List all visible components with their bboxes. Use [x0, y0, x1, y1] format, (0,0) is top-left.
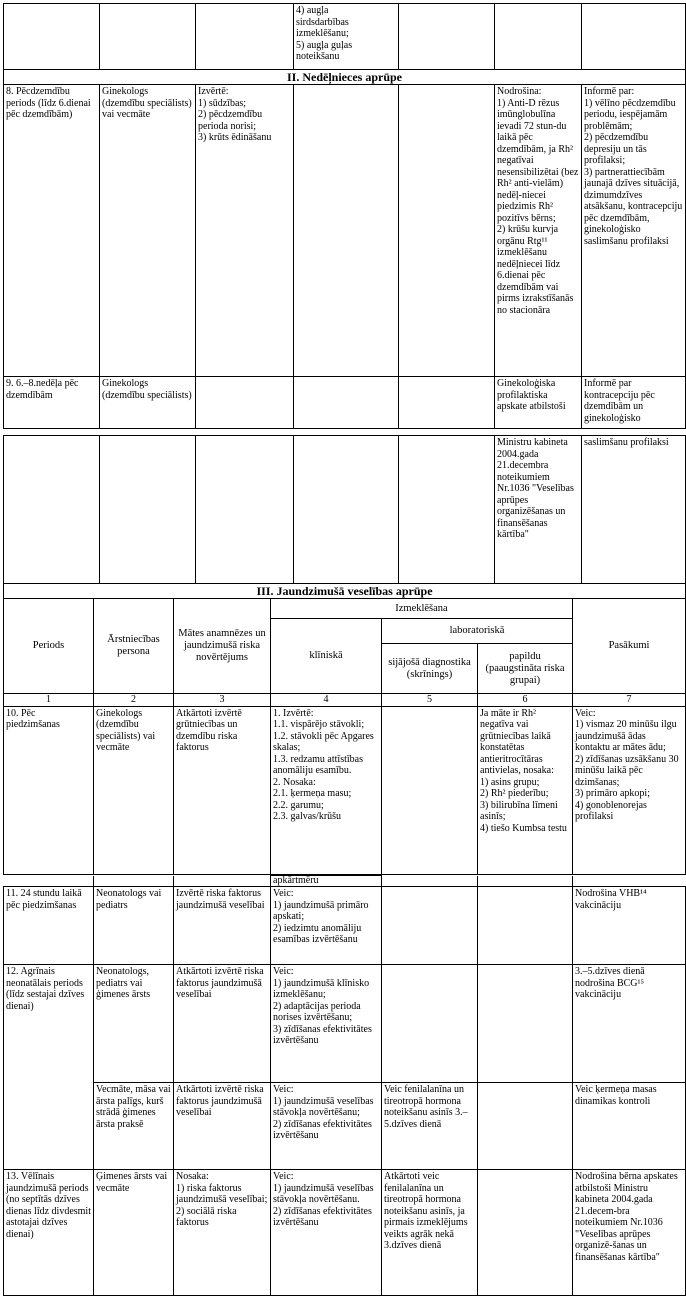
measures-cell: Nodrošina bērna apskates atbilstoši Ministru kabineta 2004.gada 21.decem-bra noteikumiem Nr.1036 "Veselības aprūpes organizē-šanas un finansēšanas kārtība"	[573, 1170, 686, 1296]
col-number: 1	[4, 694, 94, 707]
clinical-cell: Veic: 1) jaundzimušā klīnisko izmeklēšanu; 2) adaptācijas perioda norises izvērtēšanu; 3) zīdīšanas efektivitātes izvērtēšanu	[271, 965, 382, 1083]
measures-cell: 3.–5.dzīves dienā nodrošina BCG¹⁵ vakcināciju	[573, 965, 686, 1083]
header-person: Ārstniecības persona	[94, 599, 174, 694]
person-cell: Neonatologs vai pediatrs	[94, 887, 174, 965]
section-header-row	[4, 584, 686, 599]
table-row	[4, 876, 686, 887]
clinical-cell: 1. Izvērtē: 1.1. vispārējo stāvokli; 1.2. stāvokli pēc Apgares skalas; 1.3. redzamu attīstības anomāliju esamību. 2. Nosaka: 2.1. ķermeņa masu; 2.2. garumu; 2.3. galvas/krūšu	[271, 706, 382, 874]
clinical-cell: Veic: 1) jaundzimušā primāro apskati; 2) iedzimtu anomāliju esamības izvērtēšanu	[271, 887, 382, 965]
period-cell: 12. Agrīnais neonatālais periods (līdz sestajai dzīves dienai)	[4, 965, 94, 1170]
col-number: 5	[382, 694, 478, 707]
assessment-cell: Izvērtē: 1) sūdzības; 2) pēcdzemdību perioda norisi; 3) krūts ēdināšanu	[196, 85, 294, 377]
person-cell: Ginekologs (dzemdību speciālists) vai vecmāte	[100, 85, 196, 377]
anamnesis-cell: Izvērtē riska faktorus jaundzimušā veselībai	[174, 887, 271, 965]
header-measures: Pasākumi	[573, 599, 686, 694]
person-cell: Vecmāte, māsa vai ārsta palīgs, kurš strādā ģimenes ārsta praksē	[94, 1083, 174, 1170]
ensure-cell: Ginekoloģiska profilaktiska apskate atbilstoši	[495, 377, 582, 429]
col-number: 7	[573, 694, 686, 707]
clinical-cell: Veic: 1) jaundzimušā veselības stāvokļa novērtēšanu. 2) zīdīšanas efektivitātes izvērtēšanu	[271, 1170, 382, 1296]
inform-cell: Informē par: 1) vēlīno pēcdzemdību periodu, iespējamām problēmām; 2) pēcdzemdību depresiju un tās profilaksi; 3) partnerattiecībām jaunajā dzīves situācijā, dzimumdzīves atsākšanu, kontracepciju pēc dzemdībām, ginekoloģisko saslimšanu profilaksi	[582, 85, 686, 377]
period-cell: 11. 24 stundu laikā pēc piedzimšanas	[4, 887, 94, 965]
table-row	[4, 436, 686, 584]
table-row	[4, 1170, 686, 1296]
person-cell: Neonatologs, pediatrs vai ģimenes ārsts	[94, 965, 174, 1083]
measures-cell: Veic: 1) vismaz 20 minūšu ilgu jaundzimušā ādas kontaktu ar mātes ādu; 2) zīdīšanas uzsākšanu 30 minūšu laikā pēc dzimšanas; 3) primāro apkopi; 4) gonoblenorejas profilaksi	[573, 706, 686, 874]
anamnesis-cell: Atkārtoti izvērtē grūtniecības un dzemdību riska faktorus	[174, 706, 271, 874]
table-row	[4, 85, 686, 377]
measures-cell: Veic ķermeņa masas dinamikas kontroli	[573, 1083, 686, 1170]
fetal-exam-cell: 4) augļa sirdsdarbības izmeklēšanu; 5) augļa guļas noteikšanu	[294, 4, 399, 70]
screening-cell: Atkārtoti veic fenilalanīna un tireotropā hormona noteikšanu asinīs, ja pirmais izmeklējums veikts agrāk nekā 3.dzīves dienā	[382, 1170, 478, 1296]
period-cell: 9. 6.–8.nedēļa pēc dzemdībām	[4, 377, 100, 429]
table-row	[4, 377, 686, 429]
header-anamnesis: Mātes anamnēzes un jaundzimušā riska novērtējums	[174, 599, 271, 694]
header-exam: Izmeklēšana	[271, 599, 573, 619]
col-number: 2	[94, 694, 174, 707]
period-cell: 10. Pēc piedzimšanas	[4, 706, 94, 874]
anamnesis-cell: Nosaka: 1) riska faktorus jaundzimušā veselībai; 2) sociālā riska faktorus	[174, 1170, 271, 1296]
col-number: 3	[174, 694, 271, 707]
screening-cell: Veic fenilalanīna un tireotropā hormona noteikšanu asinīs 3.–5.dzīves dienā	[382, 1083, 478, 1170]
header-clinical: klīniskā	[271, 619, 382, 694]
person-cell: Ģimenes ārsts vai vecmāte	[94, 1170, 174, 1296]
person-cell: Ginekologs (dzemdību speciālists) vai vecmāte	[94, 706, 174, 874]
measures-cell: Nodrošina VHB¹⁴ vakcināciju	[573, 887, 686, 965]
header-additional: papildu (paaugstināta riska grupai)	[478, 644, 573, 694]
table-row	[4, 706, 686, 874]
header-screening: sijājošā diagnostika (skrīnings)	[382, 644, 478, 694]
person-cell: Ginekologs (dzemdību speciālists)	[100, 377, 196, 429]
clinical-cell: Veic: 1) jaundzimušā veselības stāvokļa novērtēšanu; 2) zīdīšanas efektivitātes izvērtēšanu	[271, 1083, 382, 1170]
period-cell: 13. Vēlīnais jaundzimušā periods (no septītās dzīves dienas līdz divdesmit astotajai dzīves dienai)	[4, 1170, 94, 1296]
clinical-cell: apkārtmēru	[271, 876, 382, 887]
header-row	[4, 599, 686, 619]
ensure-cell: Ministru kabineta 2004.gada 21.decembra noteikumiem Nr.1036 "Veselības aprūpes organizēšanas un finansēšanas kārtība"	[495, 436, 582, 584]
table-row	[4, 965, 686, 1083]
header-period: Periods	[4, 599, 94, 694]
column-number-row	[4, 694, 686, 707]
newborn-table-a	[3, 435, 685, 875]
col-number: 6	[478, 694, 573, 707]
section-title-postpartum: II. Nedēļnieces aprūpe	[4, 70, 686, 85]
table-row	[4, 887, 686, 965]
inform-cell: Informē par kontracepciju pēc dzemdībām un ginekoloģisko	[582, 377, 686, 429]
inform-cell: saslimšanu profilaksi	[582, 436, 686, 584]
postpartum-table	[3, 3, 685, 429]
newborn-table-b	[3, 875, 685, 1296]
period-cell: 8. Pēcdzemdību periods (līdz 6.dienai pēc dzemdībām)	[4, 85, 100, 377]
ensure-cell: Nodrošina: 1) Anti-D rēzus imūnglobulīna ievadi 72 stun-du laikā pēc dzemdībām, ja Rh² negatīvai nesensibilizētai (bez Rh² anti-vielām) nedēļ-niecei piedzimis Rh² pozitīvs bērns; 2) krūšu kurvja orgānu Rtg¹¹ izmeklēšanu nedēļniecei līdz 6.dienai pēc dzemdībām vai pirms izrakstīšanās no stacionāra	[495, 85, 582, 377]
anamnesis-cell: Atkārtoti izvērtē riska faktorus jaundzimušā veselībai	[174, 965, 271, 1083]
col-number: 4	[271, 694, 382, 707]
header-laboratory: laboratoriskā	[382, 619, 573, 644]
anamnesis-cell: Atkārtoti izvērtē riska faktorus jaundzimušā veselībai	[174, 1083, 271, 1170]
table-row	[4, 4, 686, 70]
section-title-newborn: III. Jaundzimušā veselības aprūpe	[4, 584, 686, 599]
table-row	[4, 1083, 686, 1170]
additional-cell: Ja māte ir Rh² negatīva vai grūtniecības laikā konstatētas antieritrocītāras antivielas, nosaka: 1) asins grupu; 2) Rh² piederību; 3) bilirubīna līmeni asinīs; 4) tiešo Kumbsa testu	[478, 706, 573, 874]
section-header-row	[4, 70, 686, 85]
